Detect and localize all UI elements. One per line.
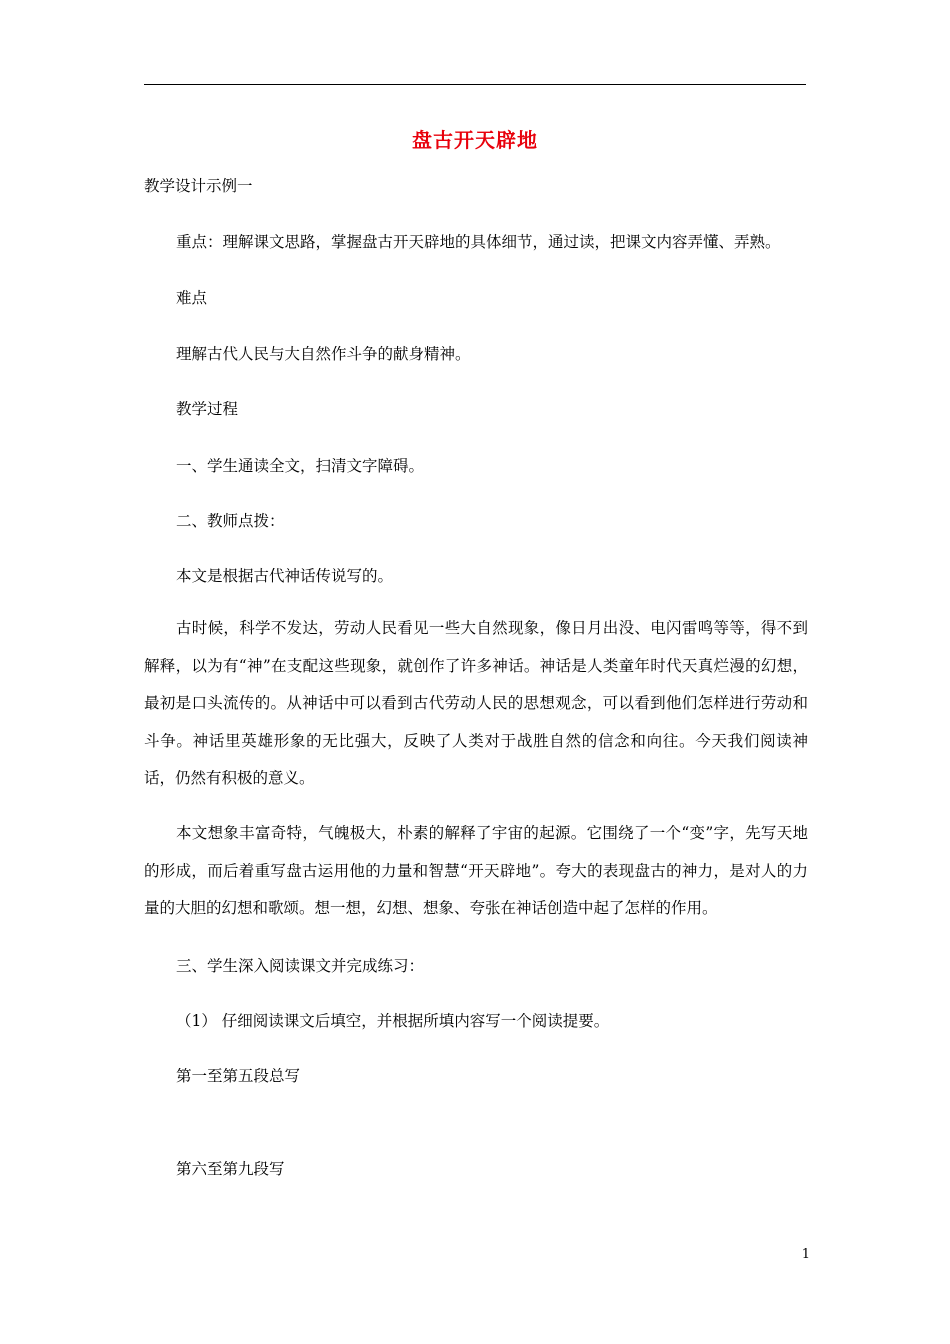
- section-one-label: 第一至第五段总写: [176, 1067, 301, 1085]
- document-title: 盘古开天辟地: [412, 128, 538, 152]
- section-two-label: 第六至第九段写: [176, 1160, 285, 1178]
- paragraph-myth: 古时候，科学不发达，劳动人民看见一些大自然现象，像日月出没、电闪雷鸣等等，得不到解释，以为有“神”在支配这些现象，就创作了许多神话。神话是人类童年时代天真烂漫的幻想，最初是口头流传的。从神话中可以看到古代劳动人民的思想观念，可以看到他们怎样进行劳动和斗争。神话里英雄形象的无比强大，反映了人类对于战胜自然的信念和向往。今天我们阅读神话，仍然有积极的意义。: [144, 619, 808, 787]
- document-subtitle: 教学设计示例一: [144, 177, 253, 195]
- exercise-one: （1） 仔细阅读课文后填空，并根据所填内容写一个阅读提要。: [176, 1012, 610, 1030]
- step-three: 三、学生深入阅读课文并完成练习：: [176, 957, 425, 975]
- paragraph-text: 本文想象丰富奇特，气魄极大，朴素的解释了宇宙的起源。它围绕了一个“变”字，先写天地的形成，而后着重写盘古运用他的力量和智慧“开天辟地”。夸大的表现盘古的神力，是对人的力量的大胆的幻想和歌颂。想一想，幻想、想象、夸张在神话创造中起了怎样的作用。: [144, 824, 808, 917]
- key-points: 重点：理解课文思路，掌握盘古开天辟地的具体细节，通过读，把课文内容弄懂、弄熟。: [176, 233, 781, 251]
- difficulty-heading: 难点: [176, 289, 208, 307]
- difficulty-text: 理解古代人民与大自然作斗争的献身精神。: [176, 345, 471, 363]
- page-number: 1: [801, 1247, 810, 1262]
- header-rule: [144, 84, 806, 85]
- step-one: 一、学生通读全文，扫清文字障碍。: [176, 457, 425, 475]
- intro-sentence: 本文是根据古代神话传说写的。: [176, 567, 394, 585]
- step-two: 二、教师点拨：: [176, 512, 285, 530]
- process-heading: 教学过程: [176, 400, 239, 418]
